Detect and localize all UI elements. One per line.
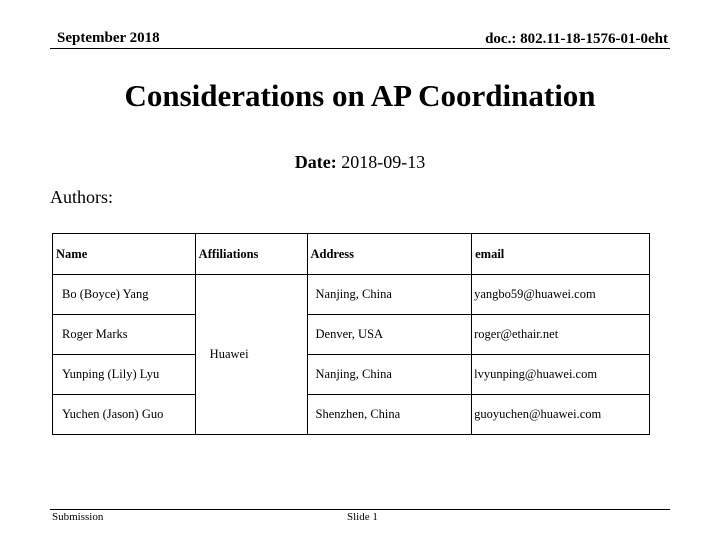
header-date: September 2018 — [57, 30, 160, 46]
author-name: Roger Marks — [53, 315, 196, 355]
author-address: Shenzhen, China — [307, 395, 472, 435]
table-row — [53, 355, 650, 395]
author-address: Nanjing, China — [307, 275, 472, 315]
column-header-address: Address — [307, 234, 472, 275]
author-email: lvyunping@huawei.com — [472, 355, 650, 395]
footer-submission: Submission — [52, 511, 104, 523]
authors-label: Authors: — [50, 187, 113, 207]
author-address: Nanjing, China — [307, 355, 472, 395]
table-row — [53, 315, 650, 355]
authors-table — [52, 233, 650, 435]
date-line — [0, 152, 720, 173]
table-header-row — [53, 234, 650, 275]
table-row — [53, 395, 650, 435]
date-label: Date: — [294, 152, 337, 172]
author-name: Yunping (Lily) Lyu — [53, 355, 196, 395]
date-value: 2018-09-13 — [341, 152, 426, 172]
author-name: Bo (Boyce) Yang — [53, 275, 196, 315]
author-address: Denver, USA — [307, 315, 472, 355]
author-email: roger@ethair.net — [472, 315, 650, 355]
footer-divider — [50, 509, 670, 510]
author-affiliation: Huawei — [195, 275, 307, 435]
header-doc-id: doc.: 802.11-18-1576-01-0eht — [485, 31, 668, 47]
column-header-affiliations: Affiliations — [195, 234, 307, 275]
header-divider — [50, 48, 670, 49]
column-header-name: Name — [53, 234, 196, 275]
column-header-email: email — [472, 234, 650, 275]
table-row — [53, 275, 650, 315]
slide-title: Considerations on AP Coordination — [124, 78, 596, 113]
author-email: guoyuchen@huawei.com — [472, 395, 650, 435]
author-email: yangbo59@huawei.com — [472, 275, 650, 315]
footer-slide-number: Slide 1 — [347, 511, 378, 523]
author-name: Yuchen (Jason) Guo — [53, 395, 196, 435]
